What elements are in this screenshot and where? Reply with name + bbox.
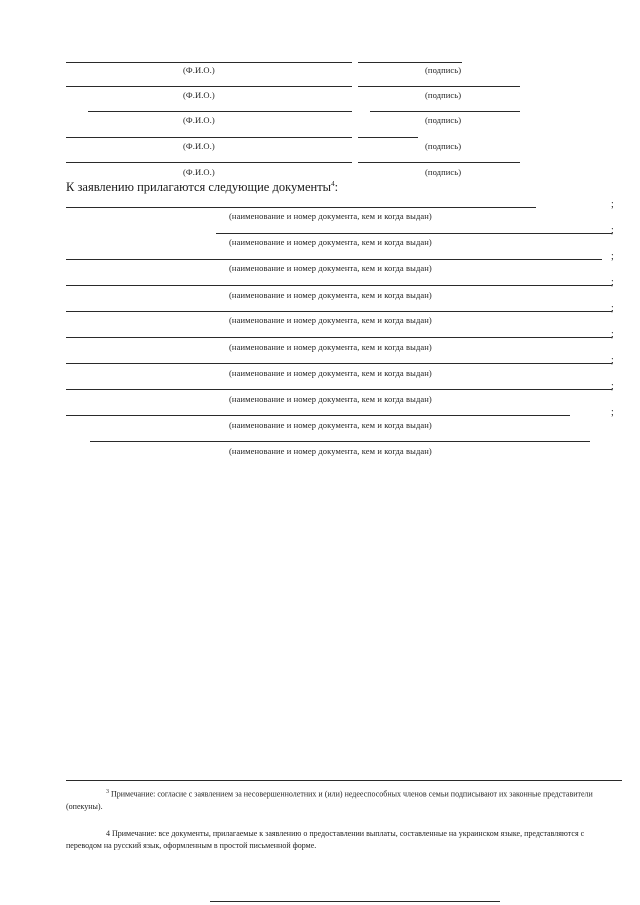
document-line <box>66 311 612 312</box>
document-caption: (наименование и номер документа, кем и когда выдан) <box>229 368 432 378</box>
document-line <box>66 259 602 260</box>
signature-line <box>370 111 520 112</box>
documents-heading <box>66 180 338 195</box>
document-line <box>66 207 536 208</box>
document-caption: (наименование и номер документа, кем и когда выдан) <box>229 263 432 273</box>
fio-line <box>66 62 352 63</box>
footnote-mark: 3 <box>106 789 109 795</box>
row-end-mark: ; <box>611 225 614 236</box>
row-end-mark: ; <box>611 303 614 314</box>
documents-heading-text: К заявлению прилагаются следующие документы <box>66 180 332 195</box>
document-caption: (наименование и номер документа, кем и когда выдан) <box>229 446 432 456</box>
fio-line <box>66 162 352 163</box>
signature-caption: (подпись) <box>425 141 462 151</box>
signature-caption: (подпись) <box>425 65 462 75</box>
row-end-mark: ; <box>611 329 614 340</box>
document-caption: (наименование и номер документа, кем и когда выдан) <box>229 394 432 404</box>
fio-caption: (Ф.И.О.) <box>183 90 215 100</box>
document-line <box>66 389 612 390</box>
row-end-mark: ; <box>611 381 614 392</box>
footnote-4 <box>66 828 622 852</box>
heading-colon: : <box>334 180 339 195</box>
footnote-separator <box>66 780 622 781</box>
footnote-text: Примечание: согласие с заявлением за несовершеннолетних и (или) недееспособных членов семьи подписывают их законные представители (опекуны). <box>66 789 593 811</box>
fio-line <box>66 86 352 87</box>
signature-caption: (подпись) <box>425 167 462 177</box>
signature-caption: (подпись) <box>425 115 462 125</box>
fio-caption: (Ф.И.О.) <box>183 141 215 151</box>
document-line <box>66 363 612 364</box>
row-end-mark: ; <box>611 277 614 288</box>
fio-caption: (Ф.И.О.) <box>183 115 215 125</box>
document-caption: (наименование и номер документа, кем и когда выдан) <box>229 342 432 352</box>
signature-line <box>358 86 520 87</box>
document-line <box>66 285 612 286</box>
signature-line <box>358 137 418 138</box>
document-line <box>66 337 612 338</box>
row-end-mark: ; <box>611 199 614 210</box>
document-caption: (наименование и номер документа, кем и когда выдан) <box>229 211 432 221</box>
document-caption: (наименование и номер документа, кем и когда выдан) <box>229 290 432 300</box>
document-line <box>90 441 590 442</box>
footnote-mark: 4 <box>106 829 110 838</box>
footnote-mark: 4 <box>331 180 335 188</box>
row-end-mark: ; <box>611 407 614 418</box>
document-caption: (наименование и номер документа, кем и когда выдан) <box>229 237 432 247</box>
row-end-mark: ; <box>611 251 614 262</box>
footnote-text: Примечание: все документы, прилагаемые к заявлению о предоставлении выплаты, составленные на украинском языке, представляются с переводом на русский язык, оформленным в простой письменной форме. <box>66 829 585 850</box>
signature-line <box>358 162 520 163</box>
footnote-3 <box>66 786 622 813</box>
document-caption: (наименование и номер документа, кем и когда выдан) <box>229 315 432 325</box>
document-line <box>66 415 570 416</box>
fio-caption: (Ф.И.О.) <box>183 167 215 177</box>
signature-caption: (подпись) <box>425 90 462 100</box>
document-line <box>216 233 612 234</box>
document-caption: (наименование и номер документа, кем и когда выдан) <box>229 420 432 430</box>
fio-line <box>66 137 352 138</box>
signature-line <box>358 62 462 63</box>
row-end-mark: ; <box>611 355 614 366</box>
bottom-rule <box>210 901 500 902</box>
fio-line <box>88 111 352 112</box>
fio-caption: (Ф.И.О.) <box>183 65 215 75</box>
